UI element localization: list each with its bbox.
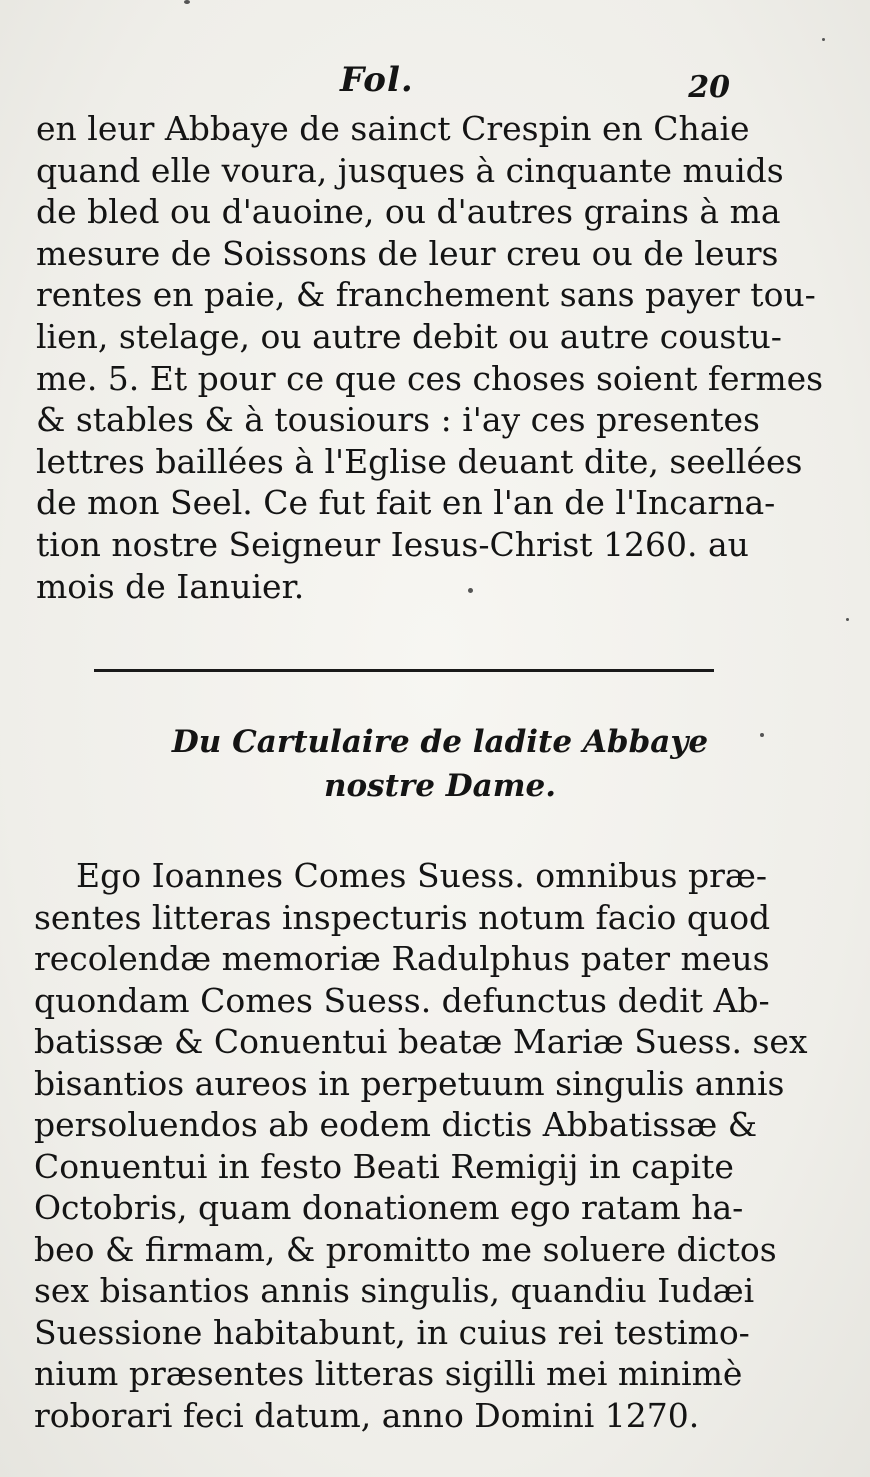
ink-speck	[468, 588, 473, 593]
text-line: Conuentui in festo Beati Remigij in capite	[34, 1146, 734, 1186]
text-line: en leur Abbaye de sainct Crespin en Chaie	[36, 109, 750, 148]
text-line: lettres baillées à l'Eglise deuant dite, seellées	[36, 441, 803, 481]
text-line: roborari feci datum, anno Domini 1270.	[34, 1395, 700, 1435]
text-line: mesure de Soissons de leur creu ou de leurs	[36, 233, 779, 273]
section-title-line: Du Cartulaire de ladite Abbaye	[171, 724, 709, 760]
section-title-line: nostre Dame.	[323, 768, 557, 804]
page-header	[0, 60, 870, 110]
latin-passage	[34, 855, 808, 1436]
french-passage	[36, 108, 824, 607]
text-line: Suessione habitabunt, in cuius rei testimo-	[34, 1312, 750, 1352]
text-line: tion nostre Seigneur Iesus-Christ 1260. au	[36, 524, 749, 564]
text-line: Ego Ioannes Comes Suess. omnibus præ-	[76, 856, 768, 895]
ink-speck	[760, 733, 764, 737]
text-line: sex bisantios annis singulis, quandiu Iudæi	[34, 1271, 755, 1310]
text-line: quand elle voura, jusques à cinquante muids	[36, 150, 784, 190]
ink-speck	[822, 38, 825, 41]
text-line: beo & firmam, & promitto me soluere dictos	[34, 1229, 777, 1269]
text-line: sentes litteras inspecturis notum facio quod	[34, 897, 771, 937]
text-line: de mon Seel. Ce fut fait en l'an de l'Incarna-	[36, 483, 776, 523]
text-line: persoluendos ab eodem dictis Abbatissæ &	[34, 1105, 758, 1144]
text-line: quondam Comes Suess. defunctus dedit Ab-	[34, 980, 770, 1020]
text-line: lien, stelage, ou autre debit ou autre coustu-	[36, 316, 782, 356]
section-divider	[94, 669, 714, 672]
text-line: rentes en paie, & franchement sans payer tou-	[36, 275, 816, 315]
folio-label: Fol.	[340, 60, 414, 100]
text-line: batissæ & Conuentui beatæ Mariæ Suess. sex	[34, 1022, 808, 1061]
text-line: mois de Ianuier.	[36, 566, 305, 606]
page-number: 20	[688, 70, 730, 105]
text-line: Octobris, quam donationem ego ratam ha-	[34, 1188, 744, 1227]
text-line: & stables & à tousiours : i'ay ces presentes	[36, 400, 760, 440]
text-line: bisantios aureos in perpetuum singulis annis	[34, 1063, 785, 1103]
section-title	[80, 720, 800, 808]
text-line: recolendæ memoriæ Radulphus pater meus	[34, 939, 770, 978]
text-line: de bled ou d'auoine, ou d'autres grains à ma	[36, 192, 781, 232]
ink-speck	[184, 0, 190, 4]
ink-speck	[846, 618, 849, 621]
text-line: nium præsentes litteras sigilli mei minimè	[34, 1354, 743, 1393]
text-line: me. 5. Et pour ce que ces choses soient fermes	[36, 358, 824, 398]
